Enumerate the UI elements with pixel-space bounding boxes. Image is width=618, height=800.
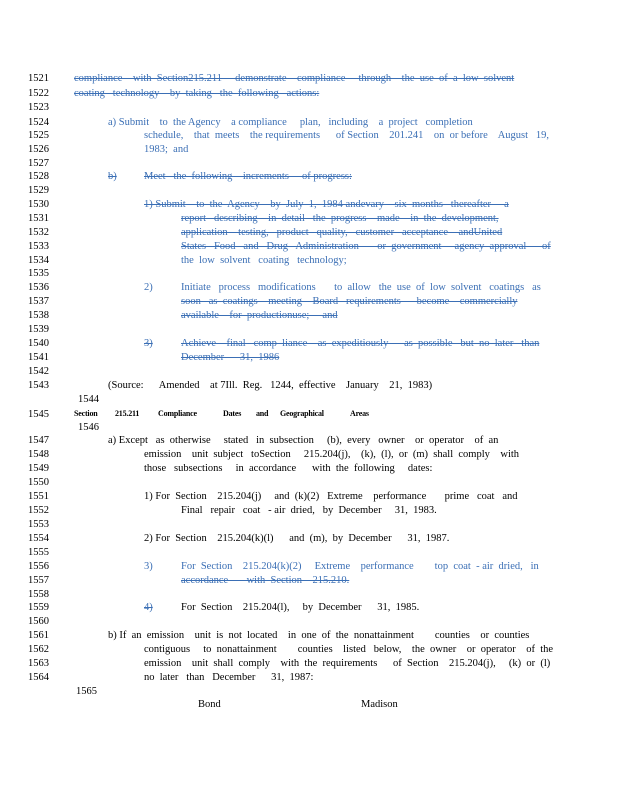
line-number: 1534 <box>28 255 49 266</box>
text-line-1526: 1983; and <box>144 144 189 155</box>
text-line-1564: no later than December 31, 1987: <box>144 672 314 683</box>
line-number: 1521 <box>28 73 49 84</box>
line-number: 1532 <box>28 227 49 238</box>
line-number: 1555 <box>28 547 49 558</box>
text-line-1556: For Section 215.204(k)(2) Extreme performance top coat - air dried, in <box>181 561 539 572</box>
text-line-1548: emission unit subject toSection 215.204(j), (k), (l), or (m) shall comply with <box>144 449 520 460</box>
line-number: 1542 <box>28 366 49 377</box>
section-number: 215.211 <box>115 409 140 418</box>
line-number: 1556 <box>28 561 49 572</box>
line-number: 1560 <box>28 616 49 627</box>
line-number: 1538 <box>28 310 49 321</box>
line-number: 1564 <box>28 672 49 683</box>
text-line-1540-label: 3) <box>144 338 153 349</box>
line-number: 1524 <box>28 117 49 128</box>
text-line-1547: a) Except as otherwise stated in subsection (b), every owner or operator of an <box>108 435 499 446</box>
line-number: 1547 <box>28 435 49 446</box>
text-line-1556-label: 3) <box>144 561 153 572</box>
text-line-1549: those subsections in accordance with the following dates: <box>144 463 433 474</box>
line-number: 1548 <box>28 449 49 460</box>
line-number: 1522 <box>28 88 49 99</box>
text-line-1530: 1) Submit to the Agency by July 1, 1984 andevary six months thereafter a <box>144 199 509 210</box>
text-line-1551: 1) For Section 215.204(j) and (k)(2) Extreme performance prime coat and <box>144 491 518 502</box>
text-line-1533: States Food and Drug Administration or government agency approval of <box>181 241 551 252</box>
text-line-1528-label: b) <box>108 171 117 182</box>
text-line-1561: b) If an emission unit is not located in one of the nonattainment counties or counties <box>108 630 530 641</box>
line-number: 1523 <box>28 102 49 113</box>
section-word-dates: Dates <box>223 409 242 418</box>
text-line-1562: contiguous to nonattainment counties listed below, the owner or operator of the <box>144 644 554 655</box>
text-line-1534: the low solvent coating technology; <box>181 255 347 266</box>
text-line-1537: soon as coatings meeting Board requirements become commercially <box>181 296 518 307</box>
line-number: 1539 <box>28 324 49 335</box>
line-number: 1527 <box>28 158 49 169</box>
text-line-1528: Meet the following increments of progress: <box>144 171 352 182</box>
line-number: 1550 <box>28 477 49 488</box>
line-number: 1536 <box>28 282 49 293</box>
line-number: 1559 <box>28 602 49 613</box>
text-line-1532: application testing, product quality, customer acceptance andUnited <box>181 227 503 238</box>
line-number: 1528 <box>28 171 49 182</box>
section-word-geographical: Geographical <box>280 409 324 418</box>
county-madison: Madison <box>361 699 398 710</box>
text-line-1541: December 31, 1986 <box>181 352 280 363</box>
line-number: 1543 <box>28 380 49 391</box>
text-line-1522: coating technology by taking the following actions: <box>74 88 320 99</box>
line-number: 1552 <box>28 505 49 516</box>
text-line-1525: schedule, that meets the requirements of Section 201.241 on or before August 19, <box>144 130 550 141</box>
line-number: 1544 <box>78 394 99 405</box>
line-number: 1541 <box>28 352 49 363</box>
line-number: 1531 <box>28 213 49 224</box>
line-number: 1537 <box>28 296 49 307</box>
line-number: 1529 <box>28 185 49 196</box>
text-line-1552: Final repair coat - air dried, by December 31, 1983. <box>181 505 437 516</box>
line-number: 1535 <box>28 268 49 279</box>
text-line-1559: For Section 215.204(l), by December 31, 1985. <box>181 602 420 613</box>
line-number: 1565 <box>76 686 97 697</box>
line-number: 1551 <box>28 491 49 502</box>
source-note: (Source: Amended at 7Ill. Reg. 1244, effective January 21, 1983) <box>108 380 433 391</box>
line-number: 1553 <box>28 519 49 530</box>
line-number: 1561 <box>28 630 49 641</box>
line-number: 1563 <box>28 658 49 669</box>
section-word-areas: Areas <box>350 409 369 418</box>
line-number: 1526 <box>28 144 49 155</box>
section-label: Section <box>74 409 98 418</box>
text-line-1540: Achieve final comp liance as expeditiously as possible but no later than <box>181 338 540 349</box>
section-word-compliance: Compliance <box>158 409 197 418</box>
text-line-1557: accordance with Section 215.210. <box>181 575 350 586</box>
line-number: 1533 <box>28 241 49 252</box>
line-number: 1546 <box>78 422 99 433</box>
line-number: 1562 <box>28 644 49 655</box>
text-line-1524: a) Submit to the Agency a compliance plan, including a project completion <box>108 117 473 128</box>
text-line-1536-label: 2) <box>144 282 153 293</box>
county-bond: Bond <box>198 699 221 710</box>
text-line-1531: report describing in detail the progress made in the development, <box>181 213 499 224</box>
line-number: 1549 <box>28 463 49 474</box>
line-number: 1554 <box>28 533 49 544</box>
line-number: 1557 <box>28 575 49 586</box>
line-number: 1540 <box>28 338 49 349</box>
line-number: 1525 <box>28 130 49 141</box>
text-line-1536: Initiate process modifications to allow the use of low solvent coatings as <box>181 282 541 293</box>
line-number: 1530 <box>28 199 49 210</box>
text-line-1563: emission unit shall comply with the requirements of Section 215.204(j), (k) or (l) <box>144 658 551 669</box>
section-word-and: and <box>256 409 269 418</box>
line-number: 1558 <box>28 589 49 600</box>
line-number: 1545 <box>28 409 49 420</box>
text-line-1554: 2) For Section 215.204(k)(l) and (m), by December 31, 1987. <box>144 533 450 544</box>
text-line-1521: compliance with Section215.211 demonstrate compliance through the use of a low solvent <box>74 73 515 84</box>
text-line-1559-label: 4) <box>144 602 153 613</box>
text-line-1538: available for productionuse; and <box>181 310 338 321</box>
